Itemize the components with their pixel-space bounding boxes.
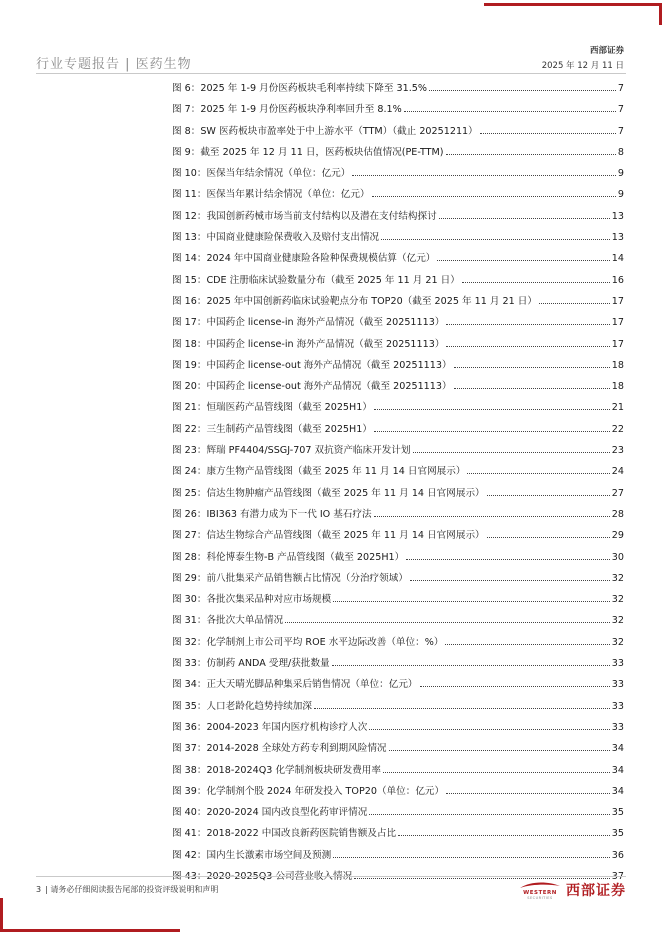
toc-entry-page: 18 — [611, 359, 624, 371]
header-meta — [542, 44, 624, 74]
toc-entry-page: 14 — [611, 253, 624, 265]
toc-entry-page: 34 — [611, 743, 624, 755]
toc-entry[interactable] — [172, 570, 624, 591]
toc-entry-label: 图 13：中国商业健康险保费收入及赔付支出情况 — [172, 232, 380, 244]
toc-leader-dots — [333, 857, 610, 858]
toc-entry[interactable] — [172, 783, 624, 804]
toc-entry-page: 32 — [611, 572, 624, 584]
toc-entry[interactable] — [172, 804, 624, 825]
toc-entry[interactable] — [172, 825, 624, 846]
toc-entry-label: 图 34：正大天晴光脚品种集采后销售情况（单位：亿元） — [172, 679, 418, 691]
toc-entry-label: 图 35：人口老龄化趋势持续加深 — [172, 700, 312, 712]
toc-entry-label: 图 28：科伦博泰生物-B 产品管线图（截至 2025H1） — [172, 551, 405, 563]
toc-leader-dots — [437, 260, 609, 261]
toc-entry[interactable] — [172, 506, 624, 527]
toc-leader-dots — [374, 431, 610, 432]
toc-entry-page: 33 — [611, 679, 624, 691]
toc-leader-dots — [410, 580, 610, 581]
header-divider — [36, 73, 626, 74]
logo-subtitle: SECURITIES — [527, 896, 553, 900]
toc-entry[interactable] — [172, 165, 624, 186]
toc-entry-label: 图 33：仿制药 ANDA 受理/获批数量 — [172, 658, 330, 670]
toc-entry[interactable] — [172, 485, 624, 506]
toc-leader-dots — [487, 537, 610, 538]
toc-entry-page: 35 — [611, 828, 624, 840]
toc-leader-dots — [539, 303, 610, 304]
toc-leader-dots — [369, 814, 609, 815]
report-date: 2025 年 12 月 11 日 — [541, 61, 624, 71]
toc-entry[interactable] — [172, 527, 624, 548]
footer-divider — [36, 876, 626, 877]
toc-entry-label: 图 29：前八批集采产品销售额占比情况（分治疗领域） — [172, 572, 408, 584]
toc-entry-label — [172, 868, 352, 882]
toc-entry-label: 图 15：CDE 注册临床试验数量分布（截至 2025 年 11 月 21 日） — [172, 274, 460, 286]
toc-leader-dots — [383, 772, 610, 773]
toc-entry-label: 图 27：信达生物综合产品管线图（截至 2025 年 11 月 14 日官网展示） — [172, 530, 485, 542]
logo-swoosh-icon — [518, 880, 562, 890]
toc-entry-page: 32 — [611, 636, 624, 648]
toc-entry-page: 9 — [617, 168, 624, 180]
toc-entry-page: 21 — [611, 402, 624, 414]
toc-leader-dots — [462, 282, 610, 283]
toc-entry-page: 32 — [611, 594, 624, 606]
toc-entry[interactable] — [172, 719, 624, 740]
toc-entry[interactable] — [172, 229, 624, 250]
toc-entry-page: 17 — [611, 295, 624, 307]
figure-list — [172, 80, 624, 889]
toc-leader-dots — [413, 452, 610, 453]
logo-mark — [518, 880, 562, 900]
toc-entry-page: 22 — [611, 423, 624, 435]
toc-leader-dots — [314, 708, 610, 709]
toc-leader-dots — [381, 239, 610, 240]
toc-entry-label: 图 9：截至 2025 年 12 月 11 日，医药板块估值情况(PE-TTM) — [172, 146, 444, 158]
toc-entry-label: 图 22：三生制药产品管线图（截至 2025H1） — [172, 423, 372, 435]
toc-entry-page: 7 — [617, 125, 624, 137]
toc-entry[interactable] — [172, 591, 624, 612]
toc-leader-dots — [404, 111, 616, 112]
toc-entry-page: 29 — [611, 530, 624, 542]
toc-leader-dots — [406, 559, 610, 560]
toc-leader-dots — [420, 686, 610, 687]
toc-entry[interactable] — [172, 378, 624, 399]
toc-entry[interactable] — [172, 676, 624, 697]
toc-entry[interactable] — [172, 208, 624, 229]
toc-entry[interactable] — [172, 549, 624, 570]
toc-entry[interactable] — [172, 357, 624, 378]
toc-entry[interactable] — [172, 612, 624, 633]
toc-leader-dots — [480, 133, 616, 134]
toc-entry[interactable] — [172, 634, 624, 655]
toc-entry[interactable] — [172, 80, 624, 101]
toc-entry[interactable] — [172, 293, 624, 314]
toc-entry[interactable] — [172, 847, 624, 868]
toc-leader-dots — [445, 644, 609, 645]
toc-entry-label: 图 11：医保当年累计结余情况（单位：亿元） — [172, 189, 370, 201]
toc-entry-page: 34 — [611, 764, 624, 776]
toc-entry-page: 33 — [611, 700, 624, 712]
toc-entry-page: 24 — [611, 466, 624, 478]
toc-entry[interactable] — [172, 698, 624, 719]
toc-entry-page: 16 — [611, 274, 624, 286]
toc-entry-label: 图 21：恒瑞医药产品管线图（截至 2025H1） — [172, 402, 372, 414]
corner-accent-bottom-horizontal — [0, 929, 180, 932]
toc-entry-page: 13 — [611, 210, 624, 222]
toc-leader-dots — [332, 665, 610, 666]
page-number: 3 — [36, 885, 42, 894]
toc-leader-dots — [374, 409, 610, 410]
toc-entry[interactable] — [172, 314, 624, 335]
toc-entry[interactable] — [172, 655, 624, 676]
toc-leader-dots — [439, 218, 610, 219]
toc-leader-dots — [446, 154, 616, 155]
corner-accent-top-horizontal — [484, 3, 662, 6]
corner-accent-bottom-vertical — [0, 898, 3, 932]
toc-entry[interactable] — [172, 442, 624, 463]
toc-entry-page: 23 — [611, 445, 624, 457]
toc-entry-label: 图 16：2025 年中国创新药临床试验靶点分布 TOP20（截至 2025 年 11 月 21 日） — [172, 295, 537, 307]
toc-entry[interactable] — [172, 463, 624, 484]
toc-entry[interactable] — [172, 250, 624, 271]
toc-entry-label: 图 40：2020-2024 国内改良型化药审评情况 — [172, 807, 368, 819]
toc-entry-page: 17 — [611, 317, 624, 329]
toc-entry-label: 图 41：2018-2022 中国改良新药医院销售额及占比 — [172, 828, 397, 840]
toc-entry[interactable] — [172, 144, 624, 165]
toc-entry-label: 图 37：2014-2028 全球处方药专利到期风险情况 — [172, 743, 387, 755]
toc-entry[interactable] — [172, 336, 624, 357]
toc-entry-page: 27 — [611, 487, 624, 499]
toc-leader-dots — [372, 196, 616, 197]
toc-entry-page: 30 — [611, 551, 624, 563]
toc-entry-page: 33 — [611, 658, 624, 670]
toc-entry-label: 图 24：康方生物产品管线图（截至 2025 年 11 月 14 日官网展示） — [172, 466, 466, 478]
toc-entry-label: 图 7：2025 年 1-9 月份医药板块净利率回升至 8.1% — [172, 104, 402, 116]
toc-entry-page: 36 — [611, 849, 624, 861]
toc-leader-dots — [454, 367, 610, 368]
toc-entry-label: 图 26：IBI363 有潜力成为下一代 IO 基石疗法 — [172, 508, 372, 520]
toc-leader-dots — [389, 750, 610, 751]
toc-entry-page: 28 — [611, 508, 624, 520]
toc-entry-page: 8 — [617, 146, 624, 158]
toc-leader-dots — [369, 729, 609, 730]
toc-entry[interactable] — [172, 740, 624, 761]
toc-entry-label: 图 42：国内生长激素市场空间及预测 — [172, 849, 332, 861]
toc-entry-label: 图 39：化学制剂个股 2024 年研发投入 TOP20（单位：亿元） — [172, 785, 445, 797]
toc-entry-label: 图 12：我国创新药械市场当前支付结构以及潜在支付结构探讨 — [172, 210, 437, 222]
toc-entry-label: 图 10：医保当年结余情况（单位：亿元） — [172, 168, 351, 180]
toc-leader-dots — [354, 878, 610, 879]
toc-leader-dots — [446, 346, 609, 347]
toc-entry[interactable] — [172, 186, 624, 207]
toc-leader-dots — [429, 90, 616, 91]
toc-entry-page: 35 — [611, 807, 624, 819]
logo-chinese: 西部证券 — [566, 883, 626, 899]
toc-entry[interactable] — [172, 272, 624, 293]
toc-leader-dots — [374, 516, 610, 517]
toc-entry-page: 17 — [611, 338, 624, 350]
toc-entry[interactable] — [172, 123, 624, 144]
toc-leader-dots — [446, 324, 609, 325]
toc-entry-page: 34 — [611, 785, 624, 797]
toc-entry-page: 33 — [611, 721, 624, 733]
toc-entry[interactable] — [172, 399, 624, 420]
toc-entry-label: 图 36：2004-2023 年国内医疗机构诊疗人次 — [172, 721, 368, 733]
toc-entry-label: 图 20：中国药企 license-out 海外产品情况（截至 20251113） — [172, 381, 452, 393]
toc-entry-label: 图 25：信达生物肿瘤产品管线图（截至 2025 年 11 月 14 日官网展示） — [172, 487, 485, 499]
toc-entry-label: 图 32：化学制剂上市公司平均 ROE 水平边际改善（单位：%） — [172, 636, 444, 648]
report-category: 行业专题报告 | 医药生物 — [36, 57, 192, 72]
toc-entry-label: 图 30：各批次集采品种对应市场规模 — [172, 594, 332, 606]
toc-entry[interactable] — [172, 101, 624, 122]
toc-leader-dots — [285, 622, 610, 623]
company-logo — [518, 880, 626, 900]
toc-entry-label: 图 6：2025 年 1-9 月份医药板块毛利率持续下降至 31.5% — [172, 83, 428, 94]
logo-english: WESTERN — [523, 890, 557, 896]
toc-entry-label: 图 14：2024 年中国商业健康险各险种保费规模估算（亿元） — [172, 253, 436, 265]
footer-disclaimer-line — [36, 884, 218, 895]
toc-entry-label: 图 38：2018-2024Q3 化学制剂板块研发费用率 — [172, 764, 381, 776]
toc-entry-label: 图 23：辉瑞 PF4404/SSGJ-707 双抗资产临床开发计划 — [172, 445, 411, 457]
toc-leader-dots — [454, 388, 610, 389]
toc-entry-label: 图 31：各批次大单品情况 — [172, 615, 284, 627]
toc-entry[interactable] — [172, 762, 624, 783]
toc-entry-page: 7 — [617, 104, 624, 116]
toc-entry-label: 图 19：中国药企 license-out 海外产品情况（截至 20251113） — [172, 359, 452, 371]
toc-entry-page: 32 — [611, 615, 624, 627]
toc-leader-dots — [398, 835, 610, 836]
toc-entry-label: 图 18：中国药企 license-in 海外产品情况（截至 20251113） — [172, 338, 445, 350]
toc-leader-dots — [352, 175, 616, 176]
toc-leader-dots — [487, 495, 610, 496]
toc-leader-dots — [333, 601, 610, 602]
toc-entry-label: 图 17：中国药企 license-in 海外产品情况（截至 20251113） — [172, 317, 445, 329]
toc-entry-page: 13 — [611, 232, 624, 244]
toc-entry[interactable] — [172, 421, 624, 442]
disclaimer-text: | 请务必仔细阅读报告尾部的投资评级说明和声明 — [45, 885, 219, 894]
toc-leader-dots — [446, 793, 610, 794]
toc-entry-page: 9 — [617, 189, 624, 201]
toc-entry-page: 18 — [611, 381, 624, 393]
header-brand: 西部证券 — [589, 46, 624, 56]
toc-leader-dots — [467, 473, 609, 474]
toc-entry-page: 7 — [617, 83, 624, 94]
toc-entry-label: 图 8：SW 医药板块市盈率处于中上游水平（TTM）（截止 20251211） — [172, 125, 478, 137]
